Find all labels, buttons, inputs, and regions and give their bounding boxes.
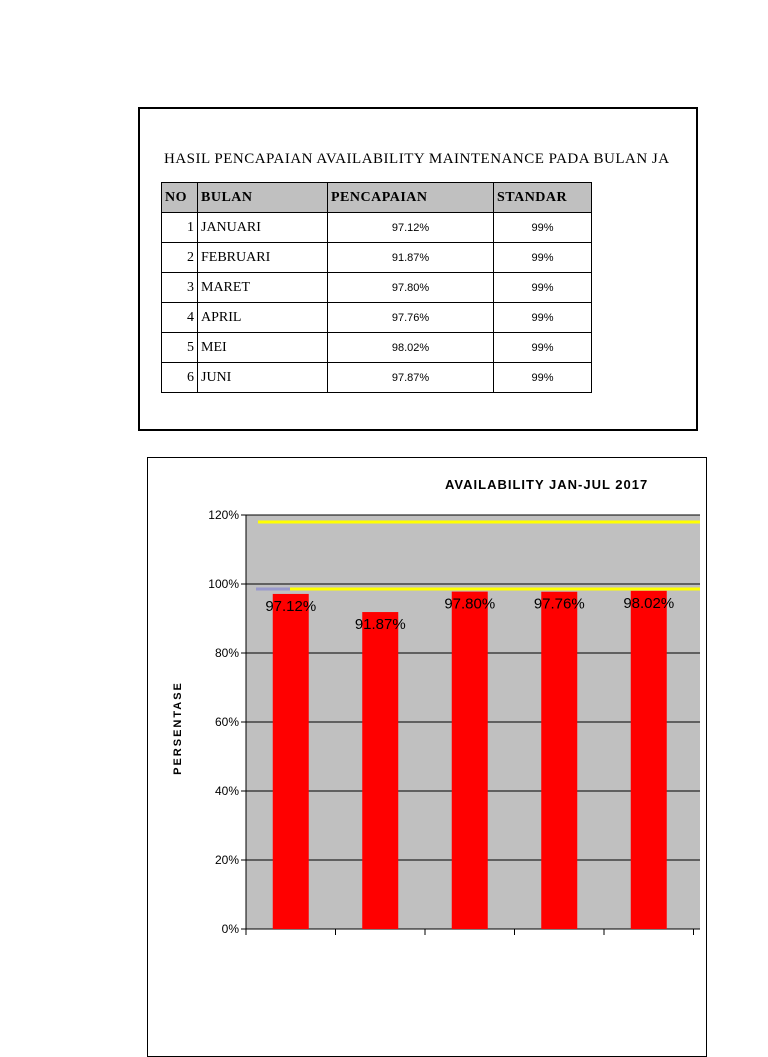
cell-standar: 99%: [494, 243, 592, 273]
y-tick-label: 120%: [208, 508, 239, 522]
cell-no: 1: [162, 213, 198, 243]
cell-bulan: JUNI: [198, 363, 328, 393]
header-no: NO: [162, 183, 198, 213]
cell-standar: 99%: [494, 273, 592, 303]
cell-bulan: JANUARI: [198, 213, 328, 243]
cell-bulan: FEBRUARI: [198, 243, 328, 273]
y-tick-label: 0%: [221, 922, 239, 936]
bar-februari: [362, 612, 398, 929]
cell-standar: 99%: [494, 213, 592, 243]
data-label: 98.02%: [623, 594, 675, 612]
data-label: 91.87%: [354, 616, 406, 634]
header-standar: STANDAR: [494, 183, 592, 213]
data-label: 97.80%: [444, 595, 496, 613]
cell-bulan: MARET: [198, 273, 328, 303]
bar-maret: [452, 592, 488, 929]
data-label: 97.12%: [265, 597, 317, 615]
cell-pencapaian: 91.87%: [328, 243, 494, 273]
cell-pencapaian: 97.80%: [328, 273, 494, 303]
cell-pencapaian: 97.76%: [328, 303, 494, 333]
bar-januari: [273, 594, 309, 929]
data-label: 97.76%: [533, 595, 585, 613]
cell-no: 2: [162, 243, 198, 273]
bar-mei: [631, 591, 667, 929]
cell-pencapaian: 98.02%: [328, 333, 494, 363]
y-tick-label: 60%: [214, 715, 239, 729]
y-axis-label: PERSENTASE: [172, 681, 184, 775]
table-title: HASIL PENCAPAIAN AVAILABILITY MAINTENANCE PADA BULAN JA: [164, 151, 670, 167]
cell-bulan: APRIL: [198, 303, 328, 333]
bar-april: [541, 592, 577, 929]
chart-title: AVAILABILITY JAN-JUL 2017: [445, 477, 649, 492]
cell-bulan: MEI: [198, 333, 328, 363]
cell-no: 6: [162, 363, 198, 393]
cell-standar: 99%: [494, 363, 592, 393]
cell-no: 4: [162, 303, 198, 333]
y-tick-label: 40%: [214, 784, 239, 798]
cell-no: 5: [162, 333, 198, 363]
cell-standar: 99%: [494, 303, 592, 333]
header-bulan: BULAN: [198, 183, 328, 213]
cell-no: 3: [162, 273, 198, 303]
cell-standar: 99%: [494, 333, 592, 363]
y-tick-label: 80%: [214, 646, 239, 660]
cell-pencapaian: 97.12%: [328, 213, 494, 243]
cell-pencapaian: 97.87%: [328, 363, 494, 393]
y-tick-label: 100%: [208, 577, 239, 591]
header-pencapaian: PENCAPAIAN: [328, 183, 494, 213]
y-tick-label: 20%: [214, 853, 239, 867]
